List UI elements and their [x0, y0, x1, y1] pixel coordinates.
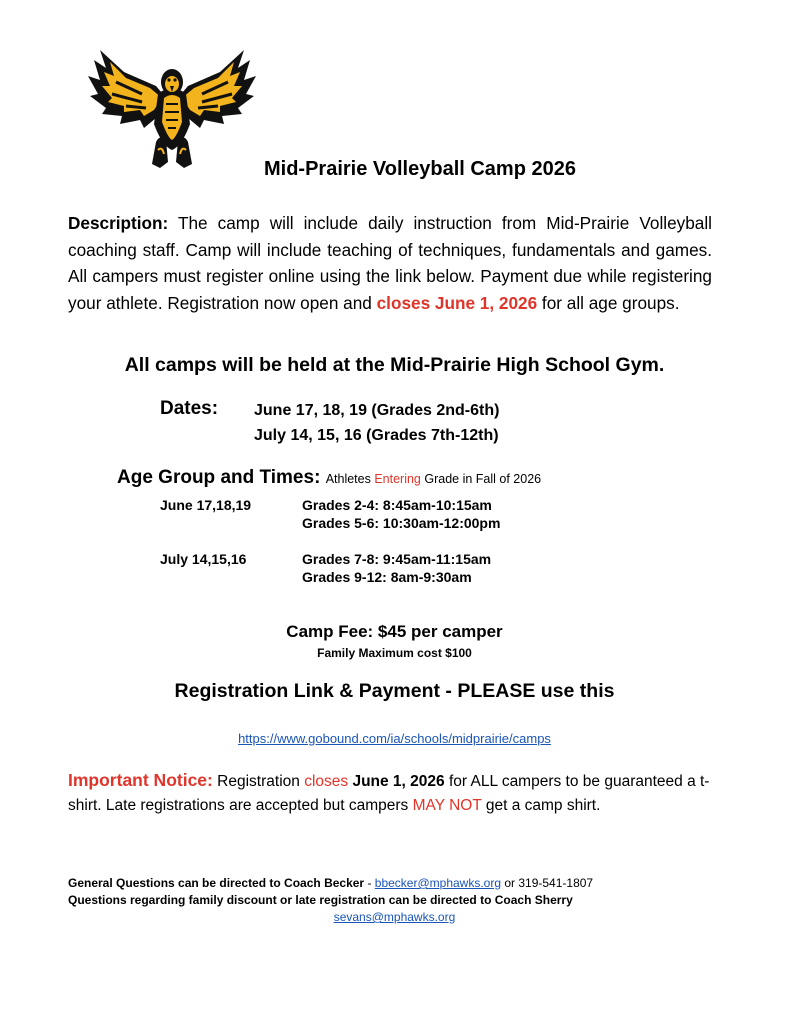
age-group-note: Athletes Entering Grade in Fall of 2026	[325, 472, 542, 486]
notice-closes: closes	[304, 773, 349, 790]
session-dates: July 14,15,16	[160, 551, 247, 567]
description-label: Description:	[68, 213, 169, 233]
contact-line-general: General Questions can be directed to Coach Becker - bbecker@mphawks.org or 319-541-1807	[68, 876, 594, 890]
description-tail: for all age groups.	[537, 292, 680, 313]
page-title: Mid-Prairie Volleyball Camp 2026	[264, 158, 576, 180]
notice-text: for ALL campers to be guaranteed a t-shirt. Late registrations are accepted but campers	[68, 773, 710, 814]
family-maximum: Family Maximum cost $100	[317, 646, 472, 660]
notice-text: get a camp shirt.	[481, 797, 601, 814]
age-group-heading	[117, 467, 541, 489]
dates-label: Dates:	[160, 398, 219, 419]
description-paragraph	[68, 210, 712, 316]
becker-email-link[interactable]: bbecker@mphawks.org	[374, 876, 502, 890]
session-time: Grades 7-8: 9:45am-11:15am	[302, 551, 492, 567]
dates-line: June 17, 18, 19 (Grades 2nd-6th)	[254, 402, 500, 419]
contact-line-discount: Questions regarding family discount or late registration can be directed to Coach Sherry	[68, 893, 573, 907]
age-group-title: Age Group and Times:	[117, 467, 321, 488]
hawk-logo	[86, 42, 258, 170]
registration-heading: Registration Link & Payment - PLEASE use this	[174, 680, 615, 702]
session-time: Grades 9-12: 8am-9:30am	[302, 569, 472, 585]
dates-line: July 14, 15, 16 (Grades 7th-12th)	[254, 427, 499, 444]
description-closes-date: closes June 1, 2026	[376, 292, 538, 313]
camp-fee: Camp Fee: $45 per camper	[286, 622, 503, 641]
session-dates: June 17,18,19	[160, 497, 252, 513]
registration-link[interactable]: https://www.gobound.com/ia/schools/midprairie/camps	[238, 731, 551, 746]
venue-heading: All camps will be held at the Mid-Prairie High School Gym.	[124, 354, 665, 376]
registration-link-row	[0, 731, 789, 746]
contact-line-email	[0, 910, 789, 924]
notice-may-not: MAY NOT	[412, 797, 482, 814]
notice-label: Important Notice:	[68, 770, 213, 790]
notice-text: Registration	[212, 773, 305, 790]
sevans-email-link[interactable]: sevans@mphawks.org	[333, 910, 456, 924]
session-time: Grades 5-6: 10:30am-12:00pm	[302, 515, 501, 531]
important-notice	[68, 768, 728, 818]
description-text: The camp will include daily instruction from Mid-Prairie Volleyball coaching staff. Camp will include teaching of techniques, fundamentals and games. All campers must register online using the link below. Payment due while registering your athlete. Registration now open and	[68, 213, 712, 313]
hawk-body	[154, 69, 190, 150]
session-time: Grades 2-4: 8:45am-10:15am	[302, 497, 492, 513]
notice-date: June 1, 2026	[348, 773, 445, 790]
